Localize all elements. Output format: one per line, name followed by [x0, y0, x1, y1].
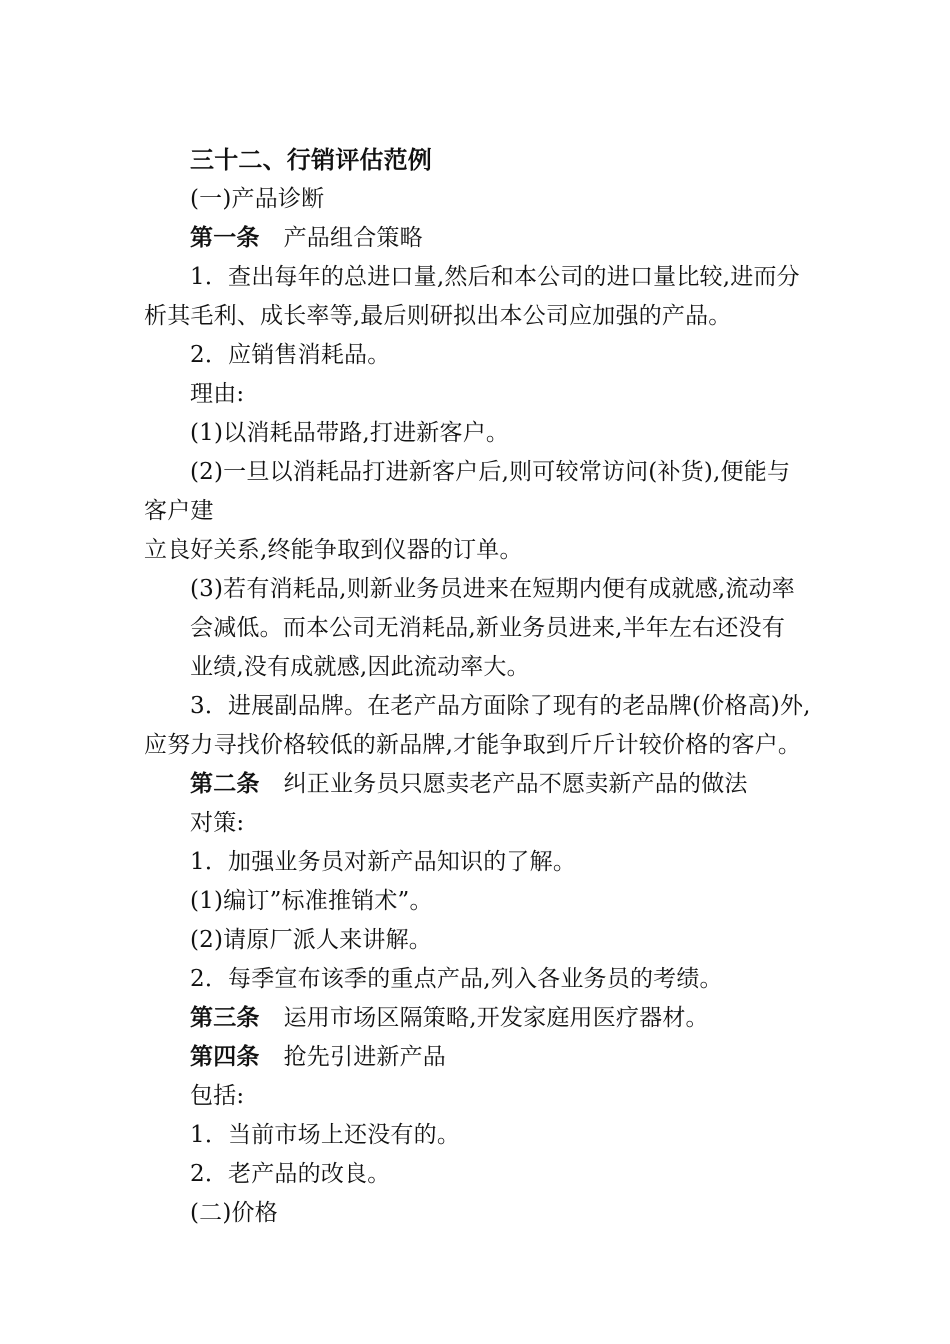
paragraph-line: 3．进展副品牌。在老产品方面除了现有的老品牌(价格高)外, — [190, 693, 811, 719]
article-4-heading — [190, 1042, 446, 1072]
article-4-label: 第四条 — [190, 1043, 260, 1070]
paragraph-line: (1)以消耗品带路,打进新客户。 — [190, 420, 510, 446]
paragraph-line: 会减低。而本公司无消耗品,新业务员进来,半年左右还没有 — [190, 615, 786, 641]
paragraph-line: 业绩,没有成就感,因此流动率大。 — [190, 654, 530, 680]
section-heading-product-diagnosis: (一)产品诊断 — [190, 186, 325, 212]
paragraph-line: 1．加强业务员对新产品知识的了解。 — [190, 849, 577, 875]
article-2-text: 纠正业务员只愿卖老产品不愿卖新产品的做法 — [283, 771, 748, 797]
article-3-text: 运用市场区隔策略,开发家庭用医疗器材。 — [283, 1005, 709, 1031]
paragraph-line: 对策: — [190, 810, 245, 836]
paragraph-line: 2．每季宣布该季的重点产品,列入各业务员的考绩。 — [190, 966, 723, 992]
paragraph-line: (2)请原厂派人来讲解。 — [190, 927, 432, 953]
article-1-text: 产品组合策略 — [283, 225, 423, 251]
article-3-label: 第三条 — [190, 1004, 260, 1031]
article-1-heading — [190, 223, 423, 253]
paragraph-line: 包括: — [190, 1083, 245, 1109]
article-3-heading — [190, 1003, 709, 1033]
article-2-heading — [190, 769, 748, 799]
paragraph-line: 析其毛利、成长率等,最后则研拟出本公司应加强的产品。 — [144, 303, 732, 329]
article-4-text: 抢先引进新产品 — [283, 1044, 447, 1070]
page-title: 三十二、行销评估范例 — [190, 145, 432, 174]
article-1-label: 第一条 — [190, 224, 260, 251]
paragraph-line: 2．应销售消耗品。 — [190, 342, 391, 368]
paragraph-line: 立良好关系,终能争取到仪器的订单。 — [144, 537, 523, 563]
paragraph-line: 理由: — [190, 381, 245, 407]
paragraph-line: (3)若有消耗品,则新业务员进来在短期内便有成就感,流动率 — [190, 576, 796, 602]
paragraph-line: 1．当前市场上还没有的。 — [190, 1122, 461, 1148]
article-2-label: 第二条 — [190, 770, 260, 797]
paragraph-line: (1)编订”标准推销术”。 — [190, 888, 433, 914]
paragraph-line: 2．老产品的改良。 — [190, 1161, 391, 1187]
paragraph-line: 应努力寻找价格较低的新品牌,才能争取到斤斤计较价格的客户。 — [144, 732, 802, 758]
paragraph-line: 客户建 — [144, 498, 214, 524]
paragraph-line: 1．查出每年的总进口量,然后和本公司的进口量比较,进而分 — [190, 264, 800, 290]
section-heading-price: (二)价格 — [190, 1200, 278, 1226]
paragraph-line: (2)一旦以消耗品打进新客户后,则可较常访问(补货),便能与 — [190, 459, 791, 485]
